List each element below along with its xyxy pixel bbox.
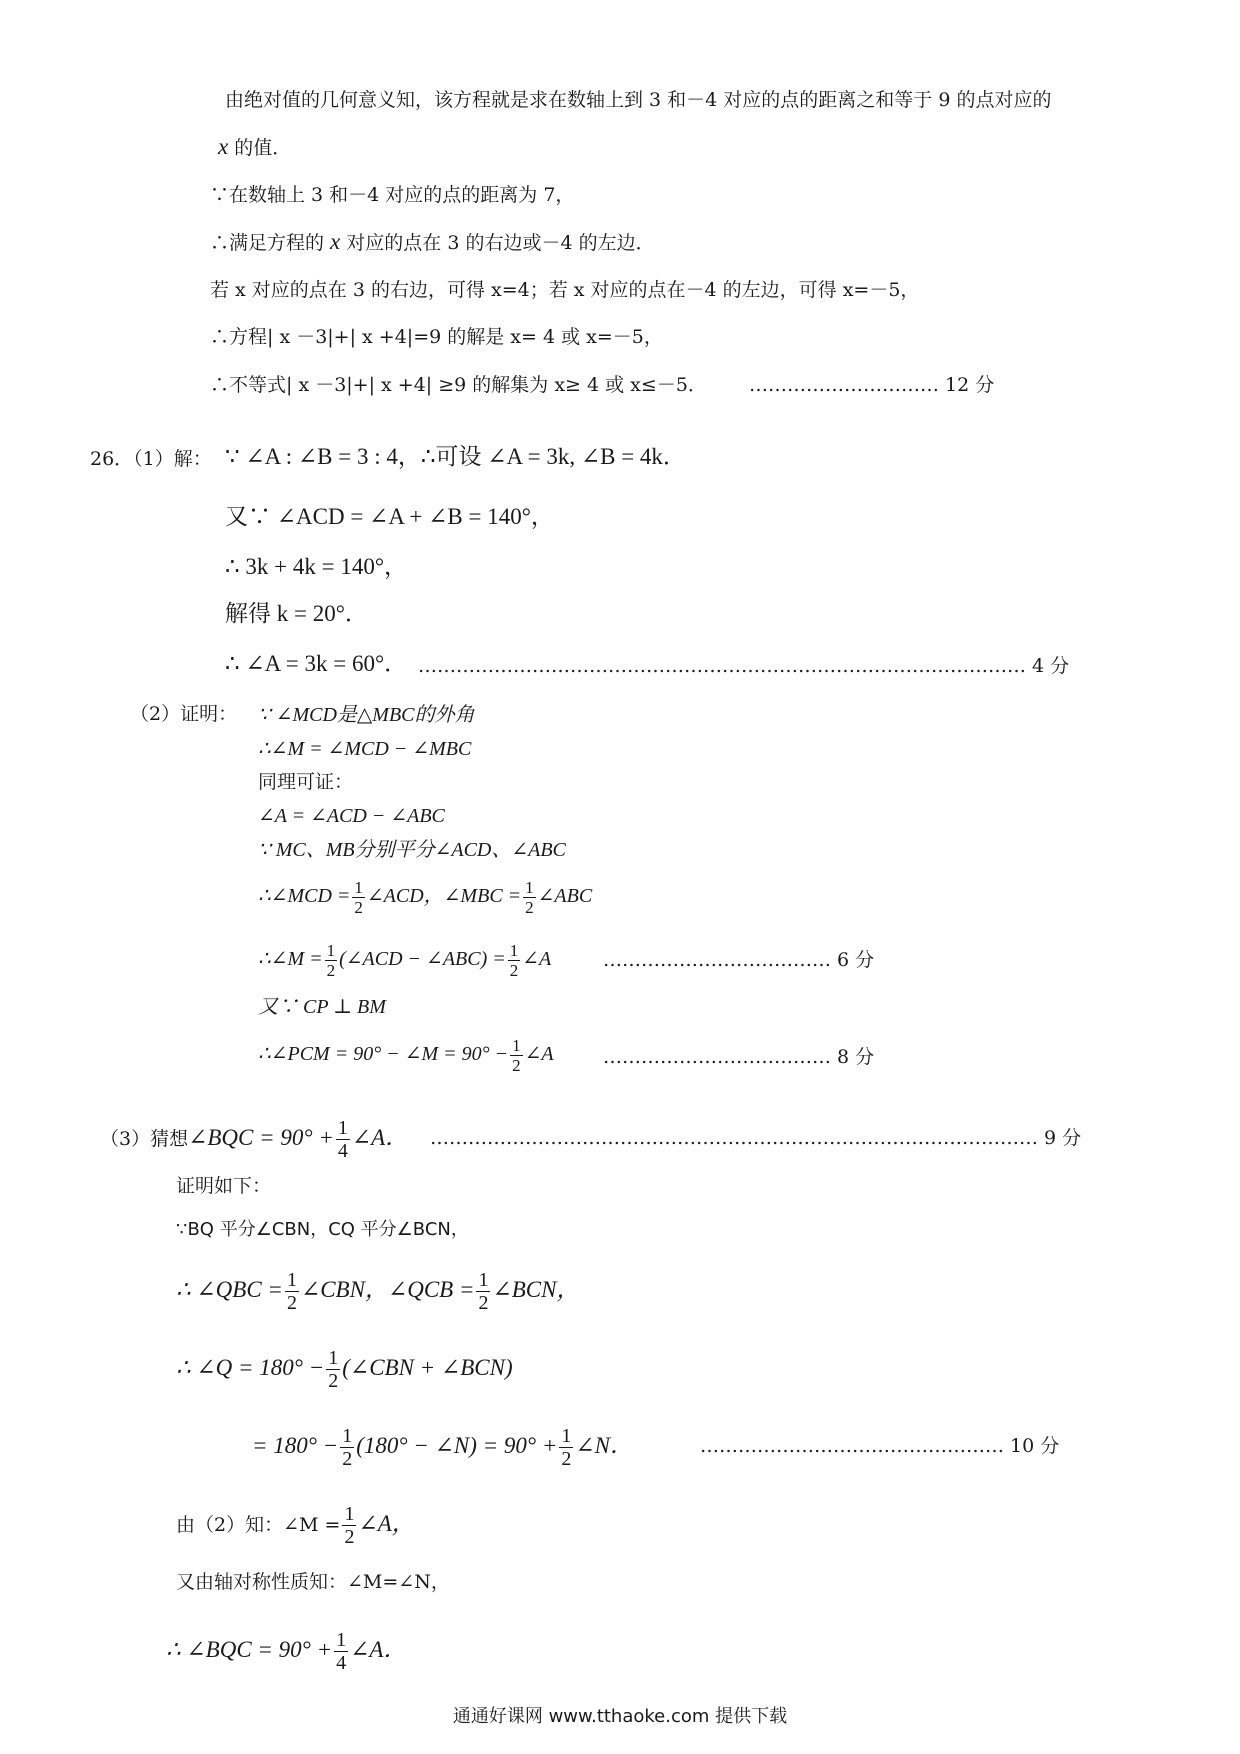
- fraction-half: $\frac{1}{2}$: [509, 940, 519, 980]
- fraction-half: $\frac{1}{2}$: [478, 1269, 489, 1315]
- text-span: 的值．: [228, 137, 292, 159]
- fraction-half: $\frac{1}{2}$: [344, 1503, 355, 1549]
- math-line: ∴ ∠Q = 180° − $\frac{1}{2}$ (∠CBN + ∠BCN): [176, 1347, 513, 1393]
- text-line: [210, 228, 655, 257]
- fraction-half: $\frac{1}{2}$: [561, 1425, 572, 1471]
- text-line: 同理可证：: [258, 771, 354, 793]
- text-line: ∵BQ 平分∠CBN，CQ 平分∠BCN，: [176, 1219, 469, 1240]
- score-6: ……………………………… 6 分: [603, 949, 875, 971]
- fraction-half: $\frac{1}{2}$: [326, 940, 336, 980]
- math-line: ∴ ∠BQC = 90° + $\frac{1}{4}$ ∠A．: [166, 1629, 407, 1675]
- fraction-half: $\frac{1}{2}$: [525, 877, 534, 917]
- math-line: ∵ ∠MCD是△MBC的外角: [258, 704, 475, 726]
- text-line: 又由轴对称性质知：∠M=∠N，: [176, 1571, 450, 1593]
- text-line: ∴方程| x －3|+| x +4|=9 的解是 x= 4 或 x=－5，: [210, 326, 663, 348]
- math-line: 又∵ CP ⊥ BM: [258, 996, 386, 1018]
- math-line: 由（2）知：∠M = $\frac{1}{2}$ ∠A，: [176, 1503, 415, 1549]
- fraction-half: $\frac{1}{2}$: [512, 1035, 521, 1075]
- math-line: ∴∠M = ∠MCD − ∠MBC: [258, 738, 472, 760]
- score-8: ……………………………… 8 分: [603, 1046, 875, 1068]
- math-line: ∵ MC、MB分别平分∠ACD、∠ABC: [258, 839, 566, 861]
- question-26-label: 26．（1）解：: [90, 448, 212, 470]
- text-line: 由绝对值的几何意义知，该方程就是求在数轴上到 3 和－4 对应的点的距离之和等于 9 的点对应的: [225, 89, 1052, 111]
- page-footer: 通通好课网 www.tthaoke.com 提供下载: [452, 1706, 788, 1727]
- text-span: 对应的点在 3 的右边或－4 的左边．: [340, 232, 655, 254]
- math-line: 又∵ ∠ACD = ∠A + ∠B = 140°，: [225, 504, 554, 529]
- score-10: ………………………………………… 10 分: [700, 1435, 1060, 1457]
- fraction-quarter: $\frac{1}{4}$: [336, 1629, 347, 1675]
- part-2-label: （2）证明：: [130, 703, 238, 725]
- fraction-half: $\frac{1}{2}$: [354, 877, 363, 917]
- math-line: （3）猜想∠BQC = 90° + $\frac{1}{4}$ ∠A．: [100, 1117, 409, 1163]
- text-line: [218, 133, 291, 162]
- var-x: x: [218, 134, 229, 159]
- text-line: 若 x 对应的点在 3 的右边，可得 x=4；若 x 对应的点在－4 的左边，可得 x=－5，: [210, 279, 920, 301]
- score-9: …………………………………………………………………………………… 9 分: [430, 1127, 1082, 1149]
- text-span: ∴满足方程的: [210, 232, 331, 254]
- var-x: x: [330, 229, 341, 254]
- math-line: 解得 k = 20°．: [225, 601, 368, 626]
- text-line: ∵在数轴上 3 和－4 对应的点的距离为 7，: [210, 184, 575, 206]
- math-line: ∴∠PCM = 90° − ∠M = 90° − $\frac{1}{2}$ ∠A: [258, 1035, 554, 1075]
- math-line: ∴∠MCD = $\frac{1}{2}$ ∠ACD，∠MBC = $\frac{1}{2}$ ∠ABC: [258, 877, 593, 917]
- text-line: ∴不等式| x －3|+| x +4| ≥9 的解集为 x≥ 4 或 x≤－5．: [210, 374, 707, 396]
- math-line: ∴ ∠QBC = $\frac{1}{2}$ ∠CBN，∠QCB = $\frac{1}{2}$ ∠BCN，: [176, 1269, 580, 1315]
- math-line: ∴∠M = $\frac{1}{2}$ (∠ACD − ∠ABC) = $\frac{1}{2}$ ∠A: [258, 940, 552, 980]
- fraction-half: $\frac{1}{2}$: [342, 1425, 353, 1471]
- math-line: ∵ ∠A : ∠B = 3 : 4，∴可设 ∠A = 3k, ∠B = 4k．: [225, 444, 686, 469]
- math-line: = 180° − $\frac{1}{2}$ (180° − ∠N) = 90° + $\frac{1}{2}$ ∠N．: [252, 1425, 634, 1471]
- fraction-half: $\frac{1}{2}$: [286, 1269, 297, 1315]
- text-line: 证明如下：: [176, 1175, 272, 1197]
- math-line: ∴ ∠A = 3k = 60°．: [225, 651, 408, 676]
- fraction-quarter: $\frac{1}{4}$: [337, 1117, 348, 1163]
- math-line: ∴ 3k + 4k = 140°，: [225, 554, 408, 579]
- score-4: …………………………………………………………………………………… 4 分: [418, 655, 1070, 677]
- fraction-half: $\frac{1}{2}$: [328, 1347, 339, 1393]
- math-line: ∠A = ∠ACD − ∠ABC: [258, 805, 445, 827]
- score-12: ………………………… 12 分: [749, 374, 995, 396]
